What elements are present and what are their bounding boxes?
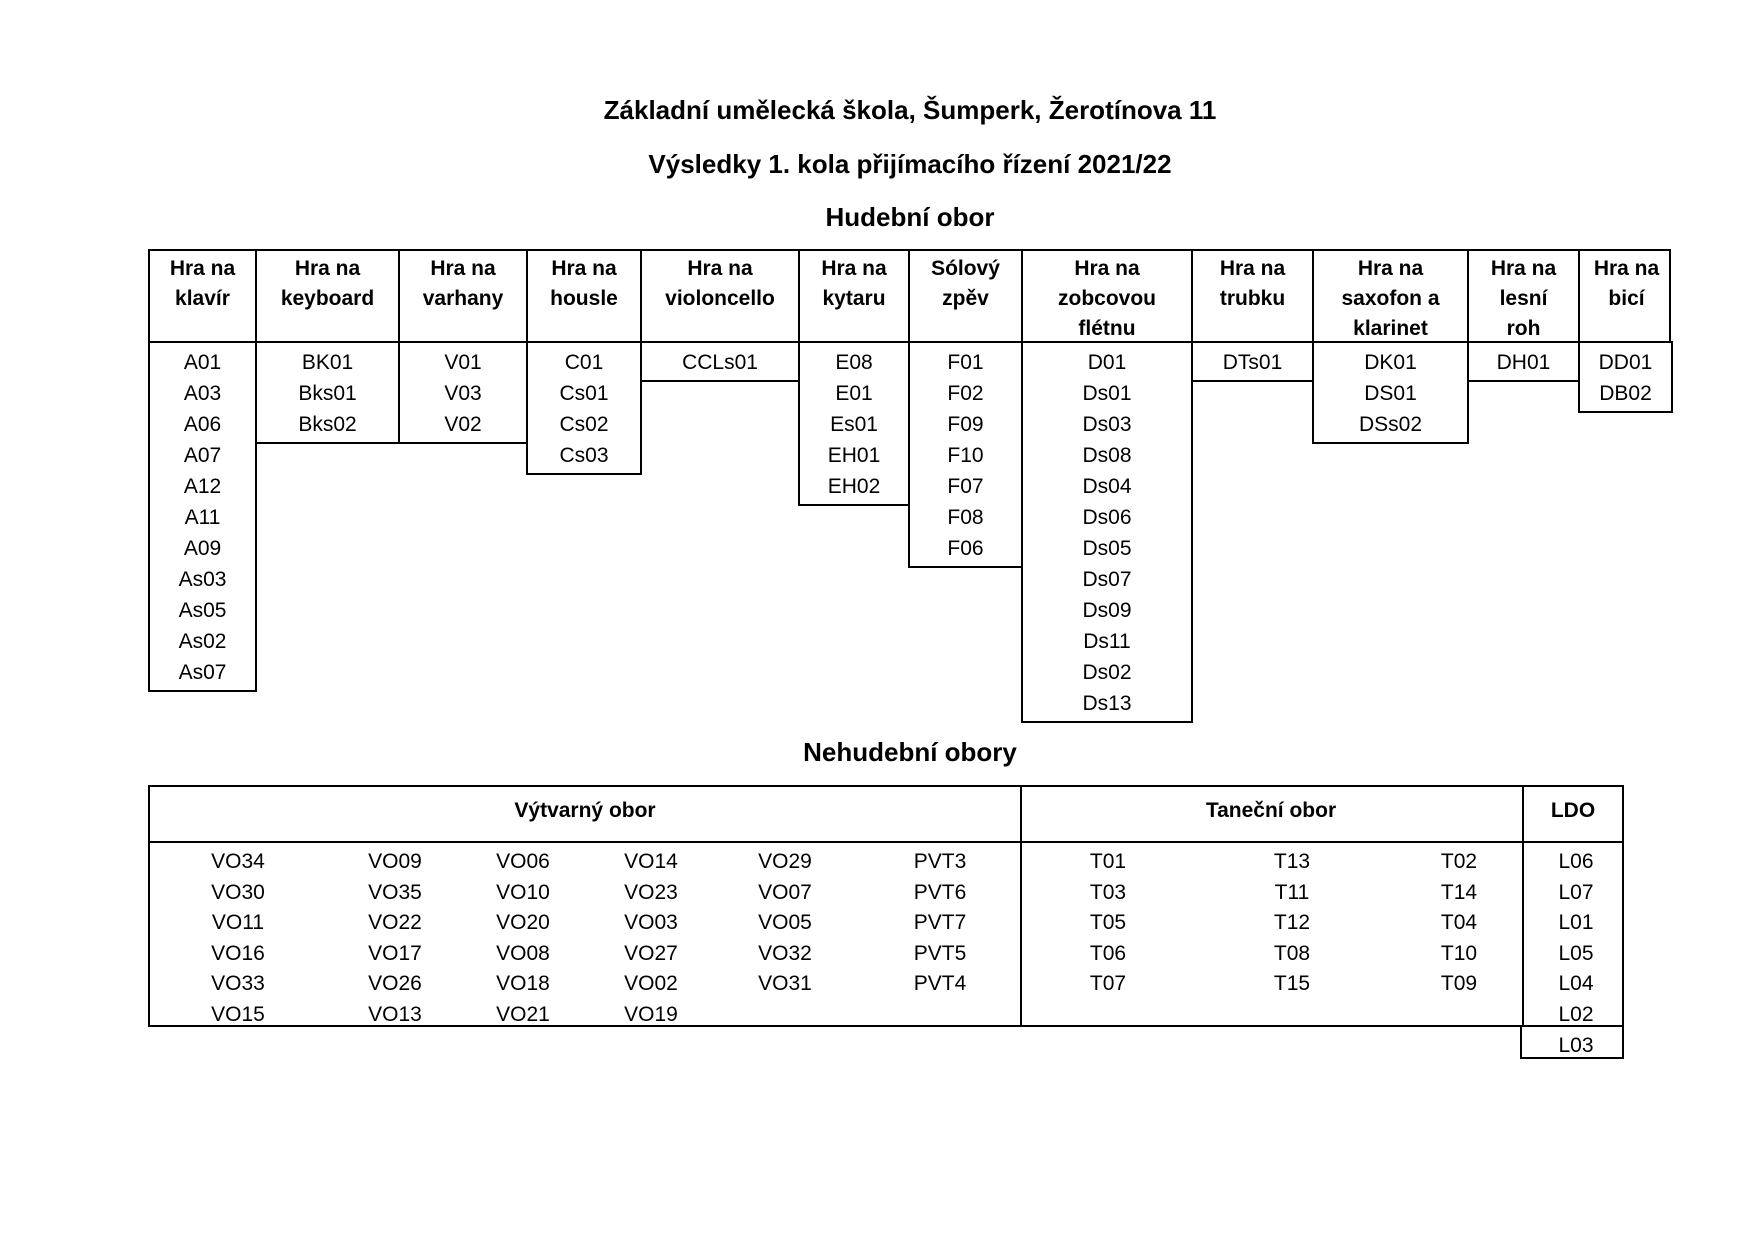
music-column-header xyxy=(400,251,528,343)
header-line: keyboard xyxy=(280,287,375,310)
applicant-code: DH01 xyxy=(1496,351,1551,374)
music-code-column xyxy=(255,341,400,444)
applicant-code: Cs03 xyxy=(559,444,609,467)
dance-code: T03 xyxy=(1089,880,1127,904)
visual-arts-code: PVT3 xyxy=(913,850,967,873)
header-line: Hra na xyxy=(1490,257,1557,280)
dance-code: T01 xyxy=(1089,850,1127,873)
applicant-code: Ds13 xyxy=(1082,692,1132,715)
music-column-header xyxy=(1469,251,1580,343)
music-code-column xyxy=(798,341,910,506)
header-line: bicí xyxy=(1608,287,1645,310)
visual-arts-code: VO05 xyxy=(758,911,812,935)
visual-arts-code: VO26 xyxy=(368,972,422,996)
applicant-code: F06 xyxy=(947,537,984,560)
music-code-column xyxy=(640,341,800,382)
visual-arts-code: VO09 xyxy=(368,850,422,873)
visual-arts-code: VO10 xyxy=(496,880,550,904)
visual-arts-code: VO16 xyxy=(211,941,265,965)
ldo-header: LDO xyxy=(1550,799,1596,822)
ldo-code: L05 xyxy=(1558,941,1594,965)
header-line: lesní xyxy=(1499,287,1548,310)
visual-arts-code: VO06 xyxy=(496,850,550,873)
visual-arts-code: PVT5 xyxy=(913,941,967,965)
music-code-column xyxy=(1312,341,1469,444)
visual-arts-code: VO03 xyxy=(624,911,678,935)
applicant-code: A03 xyxy=(183,382,222,405)
applicant-code: F01 xyxy=(947,351,984,374)
header-line: kytaru xyxy=(822,287,886,310)
applicant-code: EH01 xyxy=(827,444,881,467)
header-line: Hra na xyxy=(687,257,753,280)
visual-arts-code: VO13 xyxy=(368,1003,422,1026)
music-column-header xyxy=(642,251,800,343)
applicant-code: DB02 xyxy=(1599,382,1652,405)
ldo-code: L06 xyxy=(1558,850,1594,873)
music-code-column xyxy=(1467,341,1580,382)
music-column-header xyxy=(1023,251,1193,343)
dance-code: T07 xyxy=(1089,972,1127,996)
applicant-code: DTs01 xyxy=(1222,351,1283,374)
applicant-code: Ds01 xyxy=(1082,382,1132,405)
header-line: varhany xyxy=(422,287,504,310)
applicant-code: F10 xyxy=(947,444,984,467)
visual-arts-code: VO35 xyxy=(368,880,422,904)
header-line: violoncello xyxy=(665,287,775,310)
header-line: Sólový xyxy=(931,257,1000,280)
visual-arts-code: VO30 xyxy=(211,880,265,904)
visual-arts-code: VO21 xyxy=(496,1003,550,1026)
visual-arts-code: VO20 xyxy=(496,911,550,935)
dance-code: T02 xyxy=(1440,850,1478,873)
applicant-code: DD01 xyxy=(1598,351,1653,374)
visual-arts-code: VO29 xyxy=(758,850,812,873)
dance-code: T13 xyxy=(1273,850,1311,873)
visual-arts-code: VO08 xyxy=(496,941,550,965)
dance-code: T15 xyxy=(1273,972,1311,996)
applicant-code: F07 xyxy=(947,475,984,498)
applicant-code: Ds06 xyxy=(1082,506,1132,529)
applicant-code: As02 xyxy=(178,630,227,653)
dance-code: T05 xyxy=(1089,911,1127,935)
visual-arts-code: VO27 xyxy=(624,941,678,965)
dance-code: T10 xyxy=(1440,941,1478,965)
visual-arts-code: PVT6 xyxy=(913,880,967,904)
visual-arts-code: VO15 xyxy=(211,1003,265,1026)
header-line: Hra na xyxy=(1074,257,1140,280)
visual-arts-code: VO17 xyxy=(368,941,422,965)
school-title: Základní umělecká škola, Šumperk, Žerotínova 11 xyxy=(603,95,1217,125)
applicant-code: As03 xyxy=(178,568,227,591)
header-line: Hra na xyxy=(430,257,496,280)
dance-code: T14 xyxy=(1440,880,1478,904)
visual-arts-code: VO07 xyxy=(758,880,812,904)
applicant-code: F02 xyxy=(947,382,984,405)
header-line: saxofon a xyxy=(1341,287,1440,310)
music-column-header xyxy=(528,251,642,343)
visual-arts-code: VO22 xyxy=(368,911,422,935)
visual-arts-code: VO02 xyxy=(624,972,678,996)
music-column-header xyxy=(1193,251,1314,343)
applicant-code: Ds03 xyxy=(1082,413,1132,436)
dance-code: T09 xyxy=(1440,972,1478,996)
ldo-code: L04 xyxy=(1558,972,1594,996)
applicant-code: D01 xyxy=(1087,351,1127,374)
header-line: Hra na xyxy=(294,257,361,280)
visual-arts-code: VO19 xyxy=(624,1003,678,1026)
music-code-column xyxy=(1021,341,1193,723)
applicant-code: V01 xyxy=(444,351,482,374)
dance-code: T12 xyxy=(1273,911,1311,935)
music-column-header xyxy=(150,251,257,343)
header-line: Hra na xyxy=(821,257,887,280)
applicant-code: Ds08 xyxy=(1082,444,1132,467)
ldo-code: L03 xyxy=(1558,1033,1594,1057)
visual-arts-code: VO33 xyxy=(211,972,265,996)
header-line: klavír xyxy=(175,287,230,310)
applicant-code: DSs02 xyxy=(1358,413,1423,436)
applicant-code: Ds05 xyxy=(1082,537,1132,560)
applicant-code: Ds09 xyxy=(1082,599,1132,622)
header-line: Hra na xyxy=(1219,257,1286,280)
visual-arts-code: VO18 xyxy=(496,972,550,996)
header-line: housle xyxy=(550,287,618,310)
applicant-code: Cs02 xyxy=(559,413,609,436)
header-line: flétnu xyxy=(1078,317,1136,340)
ldo-code: L02 xyxy=(1558,1003,1594,1026)
music-section-title: Hudební obor xyxy=(825,202,995,232)
header-line: Hra na xyxy=(551,257,617,280)
music-code-column xyxy=(908,341,1023,568)
applicant-code: A11 xyxy=(184,506,221,529)
applicant-code: Bks02 xyxy=(298,413,357,436)
music-code-column xyxy=(398,341,528,444)
visual-arts-header: Výtvarný obor xyxy=(514,799,656,822)
results-subtitle: Výsledky 1. kola přijímacího řízení 2021/22 xyxy=(648,149,1172,179)
applicant-code: A12 xyxy=(183,475,222,498)
applicant-code: Ds02 xyxy=(1082,661,1132,684)
header-line: trubku xyxy=(1219,287,1286,310)
applicant-code: Ds11 xyxy=(1083,630,1131,653)
dance-code: T08 xyxy=(1273,941,1311,965)
visual-arts-code: PVT4 xyxy=(913,972,967,996)
applicant-code: A01 xyxy=(183,351,222,374)
visual-arts-code: VO23 xyxy=(624,880,678,904)
applicant-code: F09 xyxy=(947,413,984,436)
visual-arts-code: VO11 xyxy=(211,911,265,935)
visual-arts-code: VO14 xyxy=(624,850,678,873)
dance-code: T04 xyxy=(1440,911,1478,935)
header-line: roh xyxy=(1506,317,1541,340)
dance-code: T06 xyxy=(1089,941,1127,965)
music-code-column xyxy=(1578,341,1673,413)
applicant-code: E01 xyxy=(835,382,873,405)
applicant-code: As07 xyxy=(178,661,227,684)
applicant-code: Bks01 xyxy=(298,382,357,405)
header-line: Hra na xyxy=(169,257,236,280)
visual-arts-code: VO34 xyxy=(211,850,265,873)
music-header-row xyxy=(148,249,1671,343)
applicant-code: CCLs01 xyxy=(682,351,758,374)
applicant-code: BK01 xyxy=(301,351,354,374)
applicant-code: A09 xyxy=(183,537,222,560)
header-line: zpěv xyxy=(942,287,989,310)
music-code-column xyxy=(1191,341,1314,382)
applicant-code: A07 xyxy=(183,444,222,467)
ldo-code: L07 xyxy=(1558,880,1594,904)
applicant-code: Es01 xyxy=(830,413,878,436)
visual-arts-code: VO31 xyxy=(758,972,812,996)
music-column-header xyxy=(257,251,400,343)
applicant-code: Cs01 xyxy=(559,382,609,405)
music-column-header xyxy=(910,251,1023,343)
dance-header: Taneční obor xyxy=(1205,799,1337,822)
applicant-code: DK01 xyxy=(1364,351,1417,374)
applicant-code: V02 xyxy=(444,413,482,436)
applicant-code: EH02 xyxy=(827,475,881,498)
music-column-header xyxy=(1580,251,1673,343)
applicant-code: C01 xyxy=(564,351,604,374)
applicant-code: F08 xyxy=(947,506,984,529)
ldo-code: L01 xyxy=(1558,911,1594,935)
applicant-code: Ds04 xyxy=(1082,475,1132,498)
applicant-code: E08 xyxy=(835,351,873,374)
applicant-code: As05 xyxy=(178,599,227,622)
dance-code: T11 xyxy=(1274,880,1310,904)
header-line: klarinet xyxy=(1353,317,1428,340)
visual-arts-code: VO32 xyxy=(758,941,812,965)
applicant-code: A06 xyxy=(183,413,222,436)
header-line: Hra na xyxy=(1357,257,1424,280)
applicant-code: DS01 xyxy=(1364,382,1417,405)
applicant-code: Ds07 xyxy=(1082,568,1132,591)
music-code-column xyxy=(148,341,257,692)
music-column-header xyxy=(1314,251,1469,343)
header-line: zobcovou xyxy=(1058,287,1156,310)
nonmusic-section-title: Nehudební obory xyxy=(803,737,1017,767)
visual-arts-code: PVT7 xyxy=(913,911,967,935)
applicant-code: V03 xyxy=(444,382,482,405)
music-code-column xyxy=(526,341,642,475)
header-line: Hra na xyxy=(1593,257,1660,280)
music-column-header xyxy=(800,251,910,343)
